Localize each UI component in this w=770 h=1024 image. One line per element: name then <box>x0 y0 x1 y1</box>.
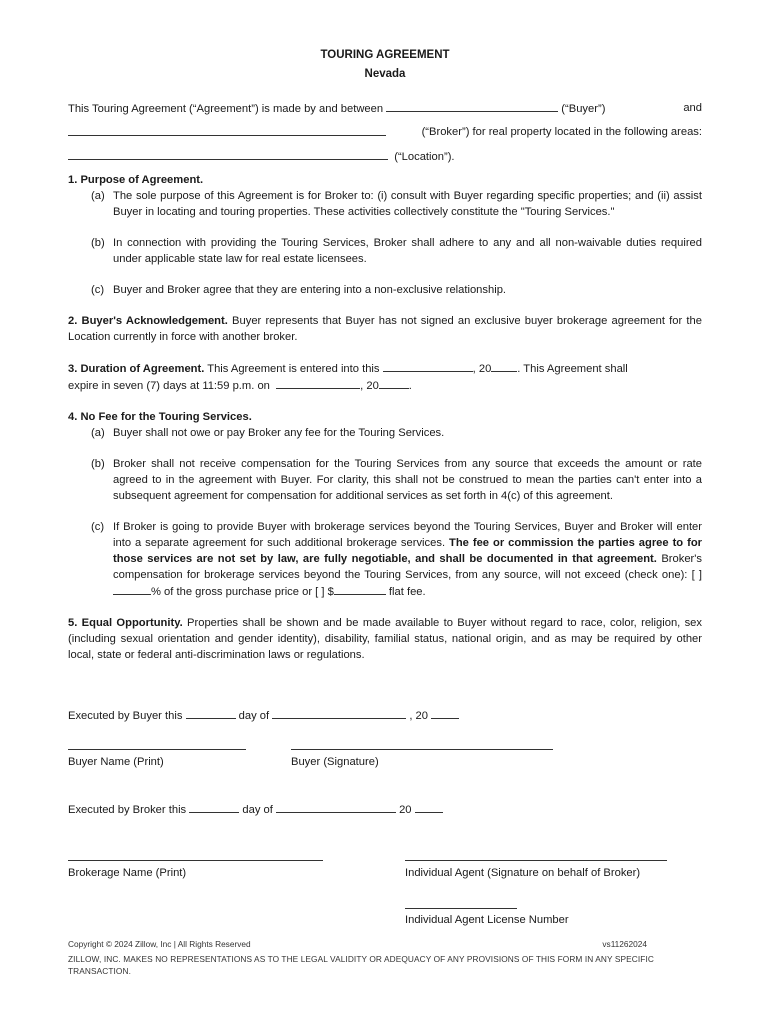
section-2-heading: 2. Buyer's Acknowledgement. <box>68 315 228 327</box>
section-3-heading: 3. Duration of Agreement. <box>68 363 205 375</box>
agent-signature-line[interactable] <box>405 860 667 861</box>
entered-date-blank[interactable] <box>383 360 473 372</box>
section-1-item-b: (b) In connection with providing the Touring Services, Broker shall adhere to any and all non-waivable duties required under applicable state law for real estate licensees. <box>91 237 702 265</box>
legal-disclaimer: ZILLOW, INC. MAKES NO REPRESENTATIONS AS TO THE LEGAL VALIDITY OR ADEQUACY OF ANY PROVISIONS OF THIS FORM IN ANY SPECIFIC TRANSACTION. <box>68 954 654 976</box>
section-1-item-a: (a) The sole purpose of this Agreement is for Broker to: (i) consult with Buyer regarding specific properties; and (ii) assist Buyer in locating and touring properties. These activities collectively constitute the "Touring Services." <box>91 190 702 218</box>
section-5-heading: 5. Equal Opportunity. <box>68 617 183 629</box>
broker-executed-line: Executed by Broker this day of 20 <box>68 801 443 818</box>
buyer-name-label: Buyer Name (Print) <box>68 756 164 768</box>
section-1-heading: 1. Purpose of Agreement. <box>68 174 204 186</box>
broker-month-blank[interactable] <box>276 801 396 813</box>
brokerage-name-line[interactable] <box>68 860 323 861</box>
broker-day-blank[interactable] <box>189 801 239 813</box>
brokerage-name-label: Brokerage Name (Print) <box>68 867 187 879</box>
page-footer <box>68 938 702 977</box>
buyer-signature-label: Buyer (Signature) <box>291 756 379 768</box>
section-1-item-c: (c) Buyer and Broker agree that they are entering into a non-exclusive relationship. <box>91 284 507 296</box>
intro-line-2: (“Broker”) for real property located in the following areas: <box>68 124 702 140</box>
section-4-item-c: (c) If Broker is going to provide Buyer with brokerage services beyond the Touring Services, Buyer and Broker will enter into a separate agreement for such additional brokerage services. The fee or commission the parties agree to for those services are not set by law, are fully negotiable, and shall be documented in that agreement. Broker's compensation for brokerage services beyond the Touring Services, from any source, will not exceed (check one): [ ] % of the gross purchase price or [ ] $ flat fee. <box>91 521 703 598</box>
intro-line-1: This Touring Agreement (“Agreement”) is made by and between (“Buyer”) and <box>68 102 702 115</box>
buyer-day-blank[interactable] <box>186 707 236 719</box>
section-2: 2. Buyer's Acknowledgement. Buyer represents that Buyer has not signed an exclusive buyer brokerage agreement for the Location currently in force with another broker. <box>68 315 702 343</box>
document-state: Nevada <box>364 68 406 80</box>
buyer-name-signature-line[interactable] <box>68 749 246 750</box>
broker-year-blank[interactable] <box>415 801 443 813</box>
intro-paragraph <box>68 100 702 164</box>
percent-blank[interactable] <box>113 583 151 595</box>
location-blank[interactable] <box>68 148 388 160</box>
agreement-page <box>68 44 702 663</box>
section-4-heading: 4. No Fee for the Touring Services. <box>68 411 252 423</box>
broker-name-blank[interactable] <box>68 124 386 136</box>
section-4 <box>68 409 702 600</box>
copyright-text: Copyright © 2024 Zillow, Inc | All Rights Reserved <box>68 939 251 949</box>
buyer-signature-line[interactable] <box>291 749 553 750</box>
section-1 <box>68 172 702 298</box>
buyer-year-blank[interactable] <box>431 707 459 719</box>
expire-date-blank[interactable] <box>276 377 360 389</box>
expire-year-blank[interactable] <box>379 377 409 389</box>
intro-line-3: (“Location”). <box>68 148 702 164</box>
buyer-name-blank[interactable] <box>386 100 558 112</box>
agent-license-line[interactable] <box>405 908 517 909</box>
section-4-item-b: (b) Broker shall not receive compensation for the Touring Services from any source that exceeds the amount or rate agreed to in the agreement with Buyer. For clarity, this shall not be construed to mean the parties can't enter into a subsequent agreement for compensation for additional services as set forth in 4(c) of this agreement. <box>91 458 702 502</box>
fee-negotiable-notice: The fee or commission the parties agree to for those services are not set by law, are fully negotiable, and shall be documented in that agreement. <box>113 537 703 565</box>
section-5: 5. Equal Opportunity. Properties shall be shown and be made available to Buyer without regard to race, color, religion, sex (including sexual orientation and gender identity), disability, familial status, national origin, and as may be required by other local, state or federal anti-discrimination laws or regulations. <box>68 617 703 661</box>
buyer-executed-line: Executed by Buyer this day of , 20 <box>68 707 459 724</box>
document-title: TOURING AGREEMENT <box>320 49 450 61</box>
flat-fee-blank[interactable] <box>334 583 386 595</box>
section-3: 3. Duration of Agreement. This Agreement is entered into this , 20 . This Agreement shall expire in seven (7) days at 11:59 p.m. on , 20 . <box>68 360 702 394</box>
form-id: vs11262024 <box>602 939 647 949</box>
agent-signature-label: Individual Agent (Signature on behalf of Broker) <box>405 867 641 879</box>
buyer-month-blank[interactable] <box>272 707 406 719</box>
agent-license-label: Individual Agent License Number <box>405 914 569 926</box>
entered-year-blank[interactable] <box>491 360 517 372</box>
section-4-item-a: (a) Buyer shall not owe or pay Broker any fee for the Touring Services. <box>91 427 445 439</box>
